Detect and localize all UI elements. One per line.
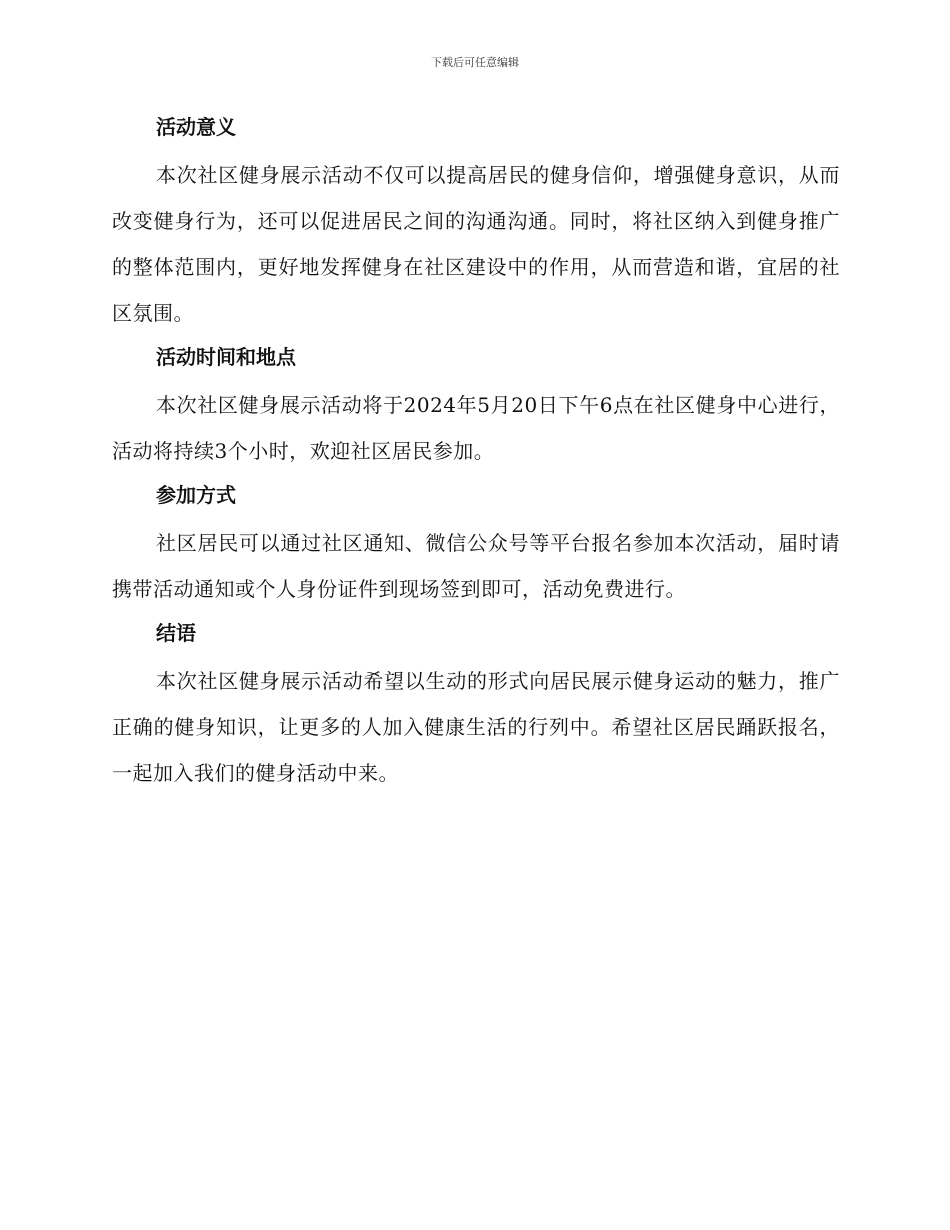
section-heading: 结语 <box>156 621 196 645</box>
section-participation <box>112 478 840 612</box>
section-significance <box>112 110 840 336</box>
section-heading: 活动时间和地点 <box>156 345 296 369</box>
section-time-place <box>112 340 840 474</box>
section-paragraph: 本次社区健身展示活动将于2024年5月20日下午6点在社区健身中心进行，活动将持续3个小时，欢迎社区居民参加。 <box>112 393 840 463</box>
section-conclusion <box>112 616 840 796</box>
document-body <box>112 110 840 800</box>
section-paragraph: 本次社区健身展示活动希望以生动的形式向居民展示健身运动的魅力，推广正确的健身知识，让更多的人加入健康生活的行列中。希望社区居民踊跃报名，一起加入我们的健身活动中来。 <box>112 669 840 785</box>
section-paragraph: 本次社区健身展示活动不仅可以提高居民的健身信仰，增强健身意识，从而改变健身行为，还可以促进居民之间的沟通沟通。同时，将社区纳入到健身推广的整体范围内，更好地发挥健身在社区建设中的作用，从而营造和谐，宜居的社区氛围。 <box>112 163 840 325</box>
page-header: 下载后可任意编辑 <box>431 56 519 69</box>
section-heading: 活动意义 <box>156 115 236 139</box>
section-heading: 参加方式 <box>156 483 236 507</box>
section-paragraph: 社区居民可以通过社区通知、微信公众号等平台报名参加本次活动，届时请携带活动通知或个人身份证件到现场签到即可，活动免费进行。 <box>112 531 840 601</box>
